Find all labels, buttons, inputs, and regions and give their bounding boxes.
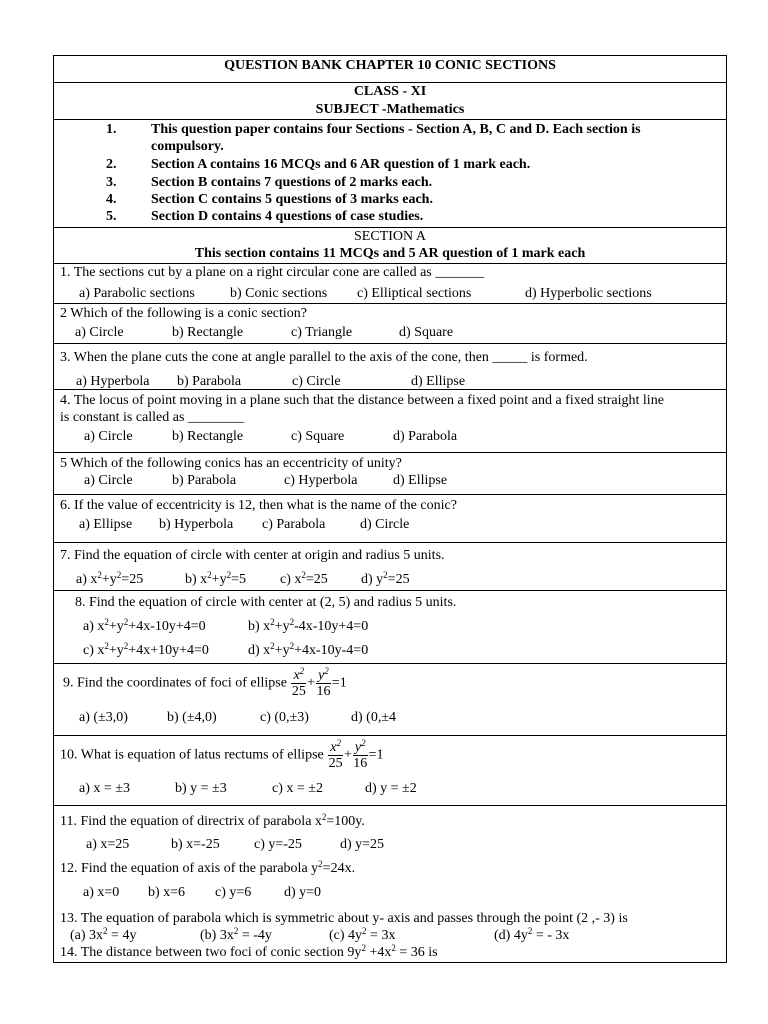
instruction-text: Section A contains 16 MCQs and 6 AR question of 1 mark each. xyxy=(151,157,531,172)
question-text: is constant is called as ________ xyxy=(60,410,244,425)
question-12-text: 12. Find the equation of axis of the parabola $y^2=24x$. xyxy=(60,859,356,876)
question-10 xyxy=(54,736,726,806)
question-text: 10. What is equation of latus rectums of ellipse $\frac{x^2}{25}$ + $\frac{y^2}{16}$ =1 xyxy=(60,738,384,771)
option-a: a) Hyperbola xyxy=(76,374,150,389)
option-a: (a) $3x^2 = 4y$ xyxy=(70,926,137,943)
option-a: a) x=0 xyxy=(83,885,120,900)
question-11-text: 11. Find the equation of directrix of parabola $x^2=100y$. xyxy=(60,812,365,829)
option-d: (d) $4y^2$ = - 3x xyxy=(494,926,570,943)
option-d: d) $y^2=25$ xyxy=(361,570,410,587)
question-text: 4. The locus of point moving in a plane such that the distance between a fixed point and a fixed straight line xyxy=(60,393,664,408)
option-c: c) $x^2=25$ xyxy=(280,570,328,587)
question-paper xyxy=(53,55,727,963)
question-13-text: 13. The equation of parabola which is symmetric about y- axis and passes through the point (2 ,- 3) is xyxy=(60,911,628,926)
instruction-number: 3. xyxy=(106,175,117,190)
instructions xyxy=(54,120,726,228)
option-d: d) Ellipse xyxy=(393,473,448,488)
option-d: d) $x^2+y^2+4x-10y-4=0$ xyxy=(248,641,369,658)
option-c: c) Parabola xyxy=(262,517,326,532)
question-text: 2 Which of the following is a conic section? xyxy=(60,306,308,321)
instruction-number: 4. xyxy=(106,192,117,207)
option-b: b) Parabola xyxy=(177,374,242,389)
option-c: c) (0,±3) xyxy=(260,710,309,725)
question-text: 3. When the plane cuts the cone at angle parallel to the axis of the cone, then _____ is formed. xyxy=(60,350,588,365)
question-block xyxy=(54,806,726,963)
option-d: d) y = ±2 xyxy=(365,781,417,796)
page-title: QUESTION BANK CHAPTER 10 CONIC SECTIONS xyxy=(224,58,556,73)
question-text: 5 Which of the following conics has an eccentricity of unity? xyxy=(60,456,402,471)
question-text: 6. If the value of eccentricity is 12, then what is the name of the conic? xyxy=(60,498,457,513)
question-6 xyxy=(54,495,726,543)
instruction-number: 5. xyxy=(106,209,117,224)
option-d: d) y=25 xyxy=(340,837,385,852)
option-d: d) Circle xyxy=(360,517,410,532)
option-a: a) $x^2+y^2=25$ xyxy=(76,570,144,587)
option-a: a) x = ±3 xyxy=(79,781,130,796)
option-c: c) y=6 xyxy=(215,885,252,900)
option-b: b) Hyperbola xyxy=(159,517,234,532)
question-1 xyxy=(54,264,726,304)
option-b: (b) $3x^2 = -4y$ xyxy=(200,926,272,943)
section-header xyxy=(54,228,726,264)
instruction-number: 1. xyxy=(106,122,117,137)
option-a: a) Ellipse xyxy=(79,517,133,532)
option-a: a) Parabolic sections xyxy=(79,286,195,301)
question-3 xyxy=(54,344,726,390)
option-a: a) (±3,0) xyxy=(79,710,128,725)
question-4 xyxy=(54,390,726,453)
section-description: This section contains 11 MCQs and 5 AR question of 1 mark each xyxy=(194,246,586,261)
class-row xyxy=(54,83,726,120)
option-c: (c) $4y^2 = 3x$ xyxy=(329,926,396,943)
option-c: c) $x^2+y^2+4x+10y+4=0$ xyxy=(83,641,209,658)
ellipse-equation: $\frac{x^2}{25}$ + $\frac{y^2}{16}$ =1 xyxy=(291,666,347,699)
class-label: CLASS - XI xyxy=(353,84,427,99)
title-row xyxy=(54,56,726,83)
option-d: d) (0,±4 xyxy=(351,710,397,725)
option-b: b) Rectangle xyxy=(172,325,244,340)
option-b: b) y = ±3 xyxy=(175,781,227,796)
option-c: c) Hyperbola xyxy=(284,473,358,488)
option-b: b) (±4,0) xyxy=(167,710,217,725)
question-7 xyxy=(54,543,726,591)
question-8 xyxy=(54,591,726,664)
option-b: b) Rectangle xyxy=(172,429,244,444)
question-2 xyxy=(54,304,726,344)
option-b: b) $x^2+y^2=5$ xyxy=(185,570,246,587)
option-c: c) Elliptical sections xyxy=(357,286,472,301)
option-d: d) Ellipse xyxy=(411,374,466,389)
instruction-text: compulsory. xyxy=(151,139,224,154)
option-d: d) Hyperbolic sections xyxy=(525,286,652,301)
question-9 xyxy=(54,664,726,736)
option-d: d) Square xyxy=(399,325,454,340)
option-b: b) x=-25 xyxy=(171,837,220,852)
option-b: b) Conic sections xyxy=(230,286,328,301)
option-c: c) Square xyxy=(291,429,345,444)
option-c: c) y=-25 xyxy=(254,837,302,852)
subject-label: SUBJECT -Mathematics xyxy=(315,102,465,117)
option-b: b) Parabola xyxy=(172,473,237,488)
option-c: c) x = ±2 xyxy=(272,781,323,796)
instruction-text: Section D contains 4 questions of case studies. xyxy=(151,209,424,224)
question-text: 1. The sections cut by a plane on a right circular cone are called as _______ xyxy=(60,265,485,280)
option-d: d) Parabola xyxy=(393,429,458,444)
instruction-number: 2. xyxy=(106,157,117,172)
question-text: 8. Find the equation of circle with center at (2, 5) and radius 5 units. xyxy=(75,595,457,610)
option-b: b) x=6 xyxy=(148,885,186,900)
option-b: b) $x^2+y^2-4x-10y+4=0$ xyxy=(248,617,369,634)
option-a: a) x=25 xyxy=(86,837,130,852)
ellipse-equation: $\frac{x^2}{25}$ + $\frac{y^2}{16}$ =1 xyxy=(328,738,384,771)
option-a: a) $x^2+y^2+4x-10y+4=0$ xyxy=(83,617,206,634)
option-a: a) Circle xyxy=(84,429,133,444)
question-text: 7. Find the equation of circle with center at origin and radius 5 units. xyxy=(60,548,445,563)
instruction-text: Section C contains 5 questions of 3 marks each. xyxy=(151,192,433,207)
question-14-text: 14. The distance between two foci of conic section $9y^2 +4x^2 = 36$ is xyxy=(60,943,438,960)
option-c: c) Circle xyxy=(292,374,341,389)
question-5 xyxy=(54,453,726,495)
instruction-text: This question paper contains four Sections - Section A, B, C and D. Each section is xyxy=(151,122,641,137)
option-a: a) Circle xyxy=(84,473,133,488)
instruction-text: Section B contains 7 questions of 2 marks each. xyxy=(151,175,433,190)
option-c: c) Triangle xyxy=(291,325,353,340)
option-d: d) y=0 xyxy=(284,885,322,900)
option-a: a) Circle xyxy=(75,325,124,340)
section-name: SECTION A xyxy=(354,229,426,244)
question-text: 9. Find the coordinates of foci of ellipse $\frac{x^2}{25}$ + $\frac{y^2}{16}$ =1 xyxy=(63,666,347,699)
